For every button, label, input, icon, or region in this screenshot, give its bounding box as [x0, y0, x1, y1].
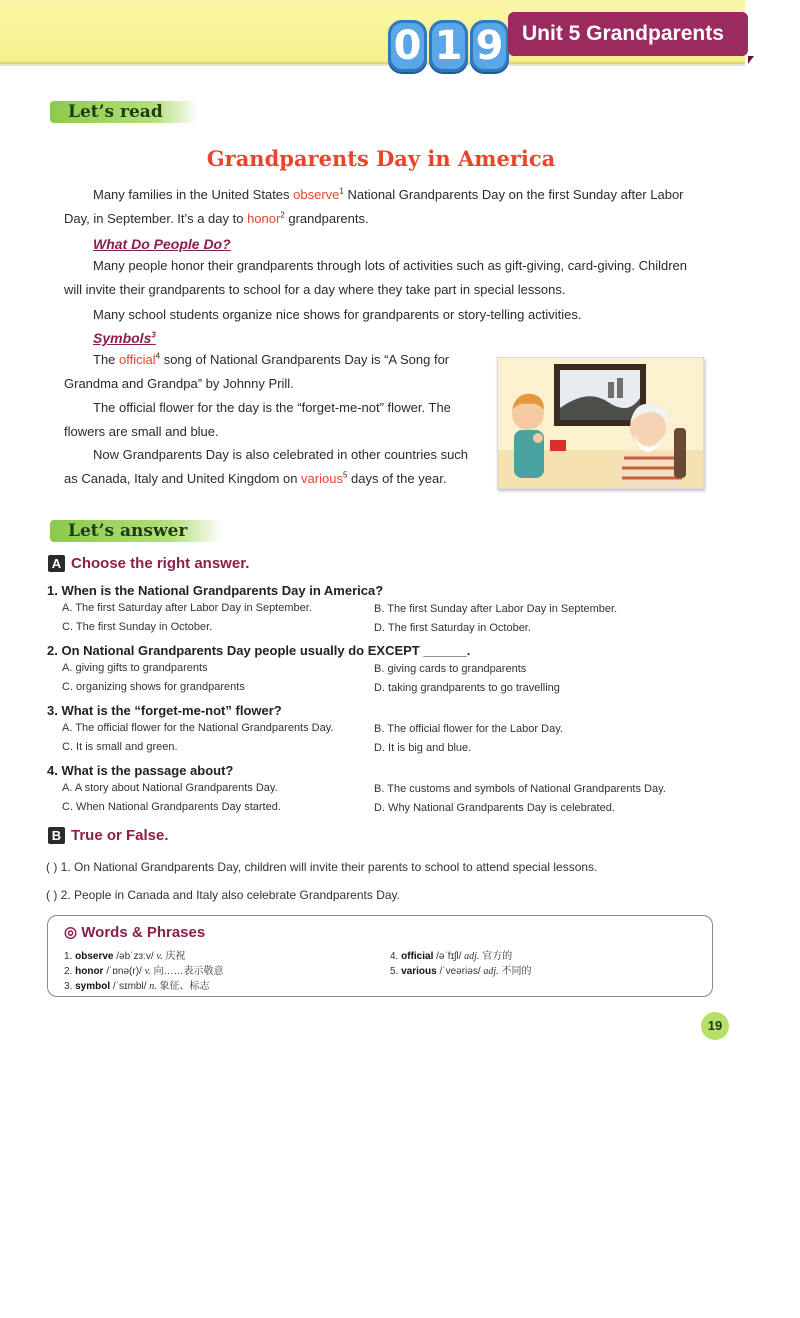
paragraph-5-line-2: flowers are small and blue. [64, 424, 219, 439]
option-1d: D. The first Saturday in October. [374, 622, 531, 634]
lesson-digit: 0 [388, 20, 427, 72]
section-b-heading [48, 827, 169, 844]
word-entry: 4. official /əˈfɪʃl/ adj. 官方的 [390, 951, 513, 962]
paragraph-2-line-1: Many people honor their grandparents through lots of activities such as gift-giving, card-giving. Children [93, 258, 687, 273]
option-4c: C. When National Grandparents Day started. [62, 801, 281, 813]
word-entry: 1. observe /əbˈzɜːv/ v. 庆祝 [64, 951, 186, 962]
words-phrases-box [47, 915, 713, 997]
vocab-honor: honor [247, 211, 281, 226]
lesson-digit: 9 [470, 20, 509, 72]
option-1b: B. The first Sunday after Labor Day in September. [374, 603, 618, 615]
paragraph-6-line-2: as Canada, Italy and United Kingdom on various$^5$ days of the year. [64, 470, 447, 486]
subhead-what-do-people-do: What Do People Do? [93, 236, 231, 252]
option-2c: C. organizing shows for grandparents [62, 681, 245, 693]
lets-answer-badge: Let’s answer [50, 520, 223, 542]
option-2d: D. taking grandparents to go travelling [374, 682, 560, 694]
section-letter: A [48, 555, 65, 572]
paragraph-2-line-2: will invite their grandparents to school for a day where they take part in special lessons. [64, 282, 566, 297]
word-entry: 3. symbol /ˈsɪmbl/ n. 象征、标志 [64, 981, 210, 992]
lesson-digit: 1 [429, 20, 468, 72]
page-number: 19 [701, 1012, 729, 1040]
vocab-observe: observe [293, 187, 340, 202]
option-4a: A. A story about National Grandparents Day. [62, 782, 278, 794]
vocab-various: various [301, 471, 343, 486]
word-entry: 2. honor /ˈɒnə(r)/ v. 向……表示敬意 [64, 966, 224, 977]
lets-read-badge: Let’s read [50, 101, 199, 123]
lesson-number [388, 20, 509, 70]
paragraph-4-line-2: Grandma and Grandpa” by Johnny Prill. [64, 376, 294, 391]
paragraph-3: Many school students organize nice shows for grandparents or story-telling activities. [93, 307, 582, 322]
subhead-symbols: Symbols$^3$ [93, 330, 156, 346]
option-3d: D. It is big and blue. [374, 742, 472, 754]
true-false-item-2: ( ) 2. People in Canada and Italy also celebrate Grandparents Day. [46, 888, 400, 902]
circle-icon: ◎ [64, 924, 78, 941]
footnote-number: 3 [151, 330, 156, 340]
option-4d: D. Why National Grandparents Day is celebrated. [374, 802, 615, 814]
question-4: 4. What is the passage about? [47, 763, 234, 778]
footnote-number: 2 [280, 210, 285, 220]
true-false-item-1: ( ) 1. On National Grandparents Day, children will invite their parents to school to attend special lessons. [46, 860, 598, 874]
words-phrases-title: ◎ Words & Phrases [64, 924, 206, 941]
paragraph-1-line-1: Many families in the United States observe$^1$ National Grandparents Day on the first Sunday after Labor [93, 186, 684, 202]
illustration-drawing [498, 358, 703, 488]
option-3a: A. The official flower for the National Grandparents Day. [62, 722, 334, 734]
option-2a: A. giving gifts to grandparents [62, 662, 208, 674]
word-entry: 5. various /ˈveəriəs/ adj. 不同的 [390, 966, 532, 977]
section-letter: B [48, 827, 65, 844]
paragraph-1-line-2: Day, in September. It’s a day to honor$^2$ grandparents. [64, 210, 369, 226]
section-title: True or False. [71, 827, 169, 844]
article-title: Grandparents Day in America [206, 146, 556, 171]
paragraph-4-line-1: The official$^4$ song of National Grandparents Day is “A Song for [93, 351, 450, 367]
footnote-number: 4 [155, 351, 161, 361]
option-3b: B. The official flower for the Labor Day. [374, 723, 563, 735]
vocab-official: official [119, 352, 156, 367]
header-shadow [0, 62, 745, 66]
option-4b: B. The customs and symbols of National Grandparents Day. [374, 783, 666, 795]
option-1a: A. The first Saturday after Labor Day in September. [62, 602, 312, 614]
question-3: 3. What is the “forget-me-not” flower? [47, 703, 282, 718]
option-3c: C. It is small and green. [62, 741, 178, 753]
question-1: 1. When is the National Grandparents Day in America? [47, 583, 384, 598]
grandparents-illustration [497, 357, 704, 489]
section-title: Choose the right answer. [71, 555, 250, 572]
section-a-heading [48, 555, 249, 572]
option-2b: B. giving cards to grandparents [374, 663, 527, 675]
question-2: 2. On National Grandparents Day people usually do EXCEPT ______. [47, 643, 471, 658]
option-1c: C. The first Sunday in October. [62, 621, 213, 633]
unit-title: Unit 5 Grandparents [508, 12, 748, 56]
paragraph-5-line-1: The official flower for the day is the “forget-me-not” flower. The [93, 400, 451, 415]
paragraph-6-line-1: Now Grandparents Day is also celebrated in other countries such [93, 447, 469, 462]
footnote-number: 1 [339, 186, 344, 196]
footnote-number: 5 [342, 470, 348, 480]
